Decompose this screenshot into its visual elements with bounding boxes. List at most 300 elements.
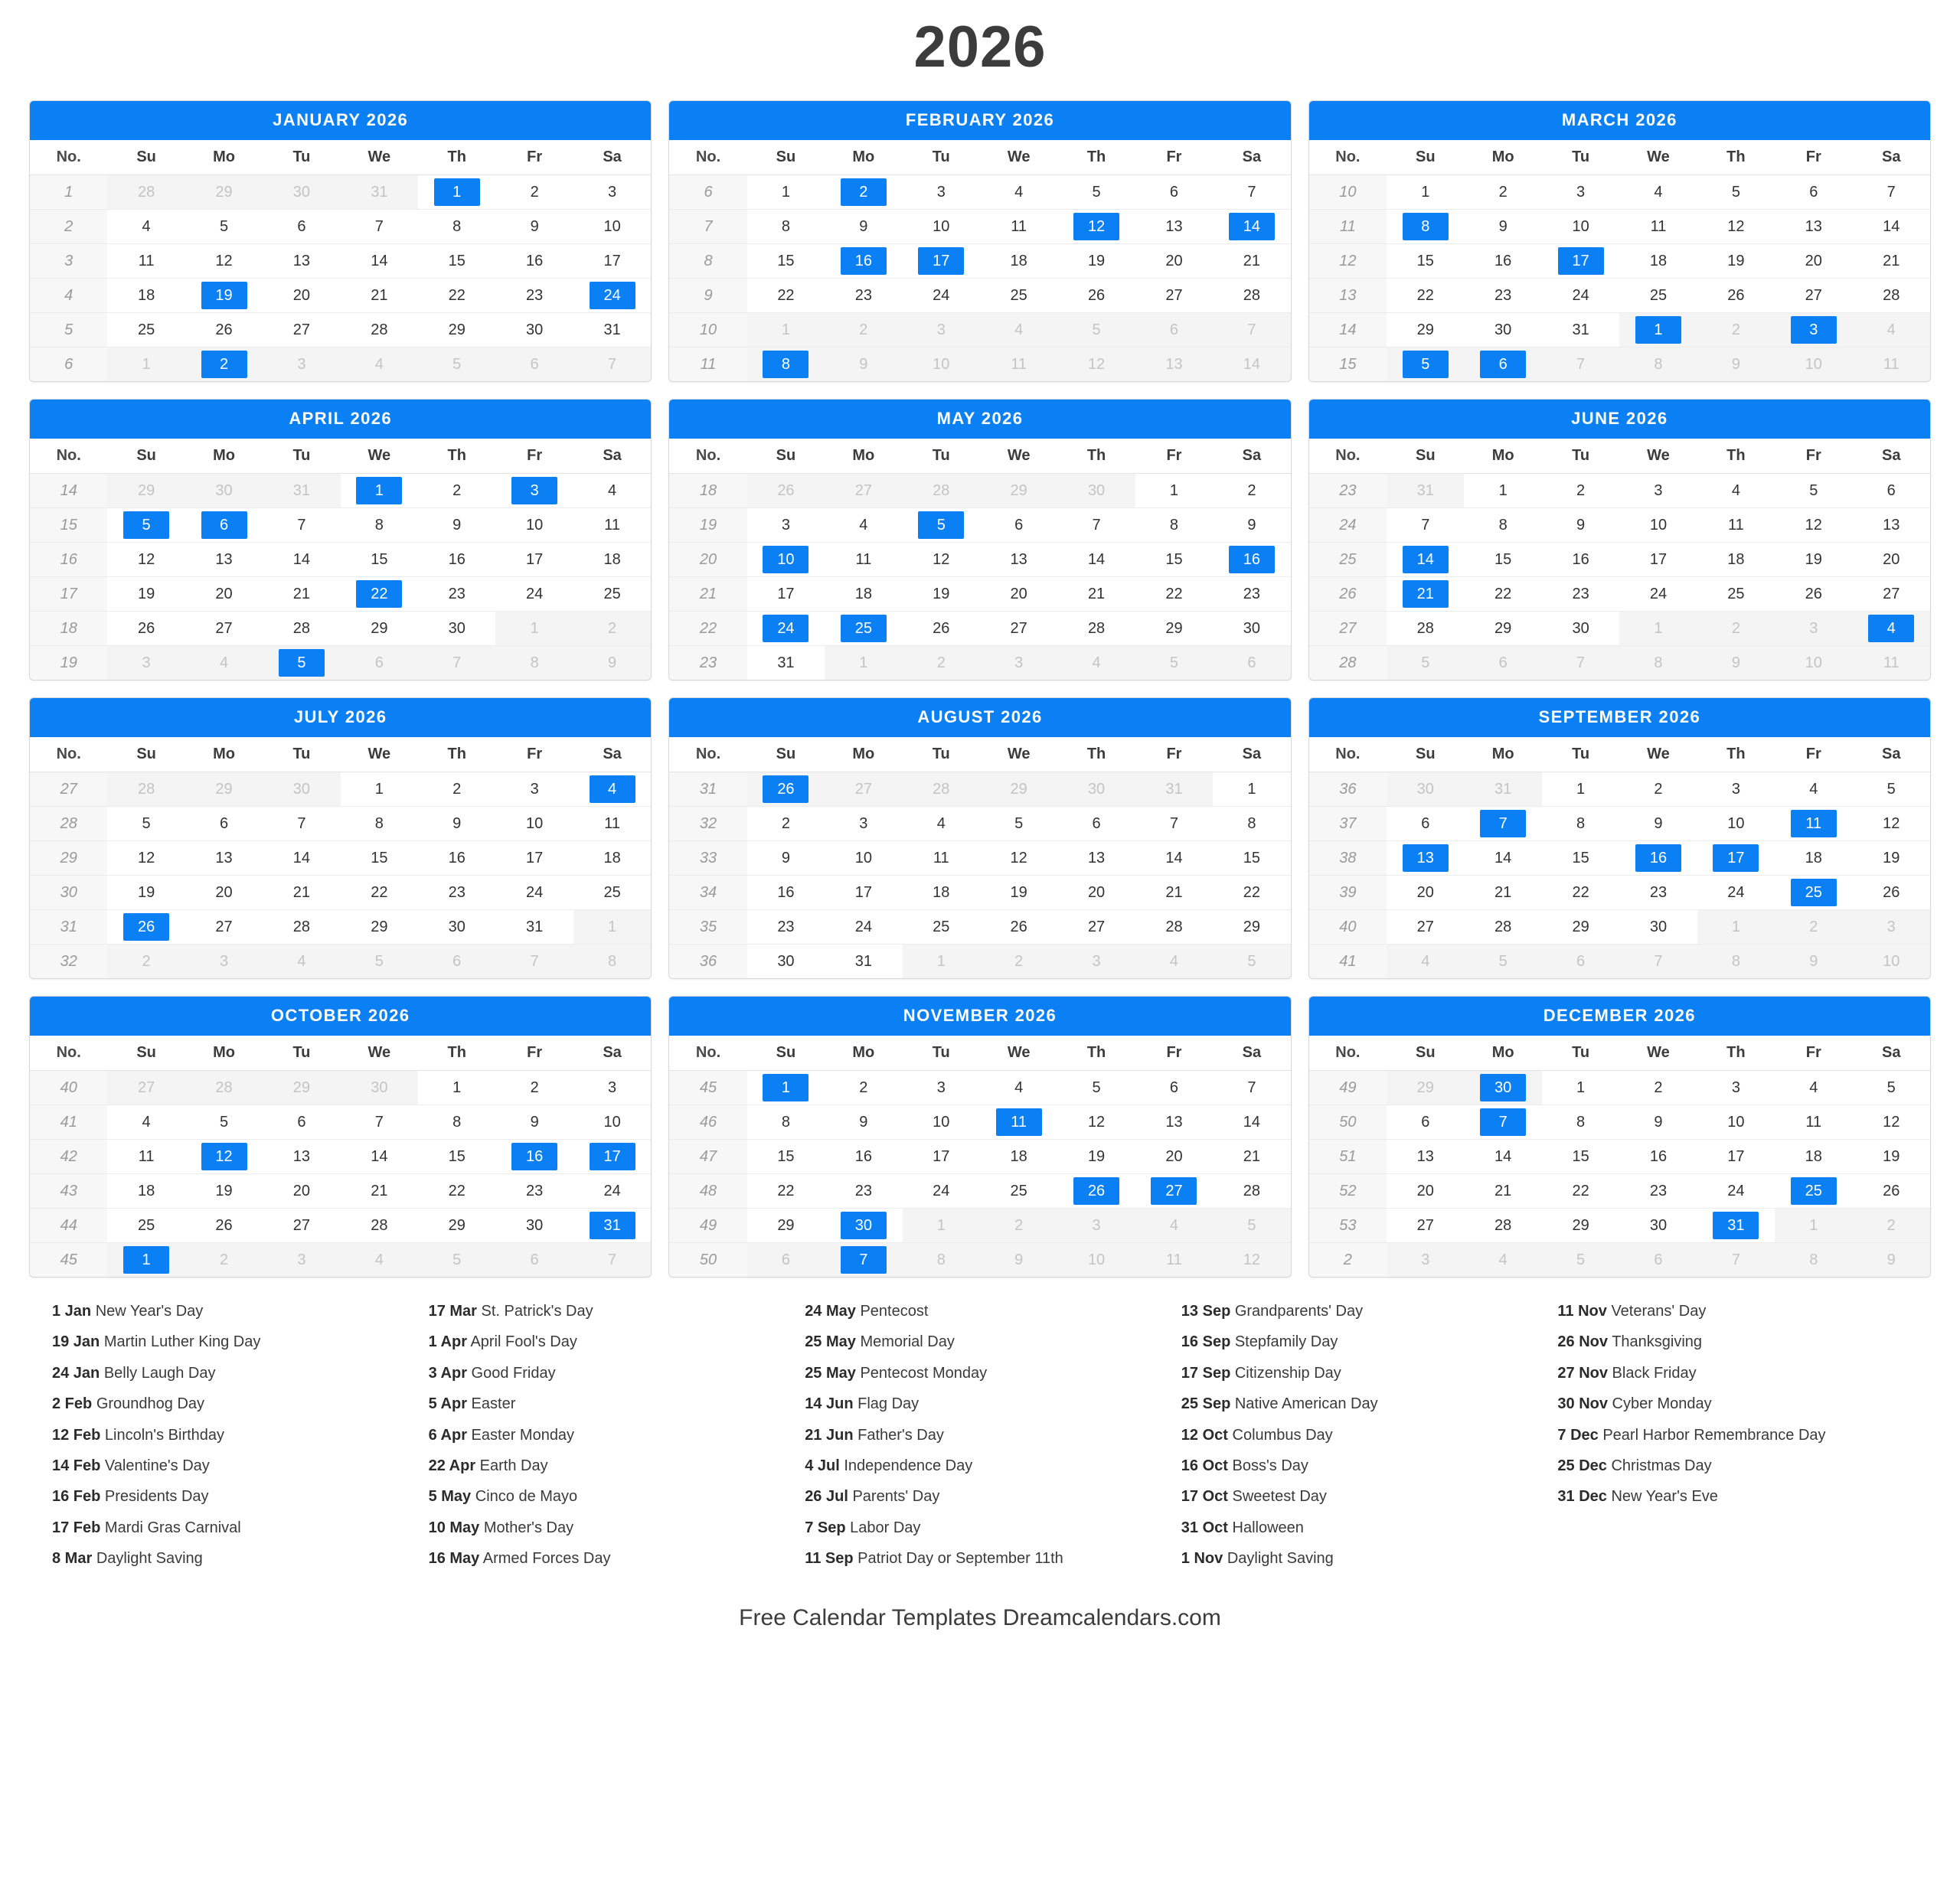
day-cell[interactable] (1542, 841, 1619, 876)
day-cell[interactable] (1464, 1174, 1541, 1209)
day-cell[interactable] (903, 876, 980, 910)
day-cell[interactable] (107, 1140, 185, 1174)
day-cell[interactable] (1542, 1243, 1619, 1278)
day-cell[interactable] (1619, 910, 1697, 945)
day-cell[interactable] (495, 210, 573, 244)
day-cell[interactable] (1213, 841, 1290, 876)
day-cell[interactable] (1464, 876, 1541, 910)
day-cell[interactable] (495, 612, 573, 646)
day-cell[interactable] (1135, 1243, 1213, 1278)
day-cell[interactable] (107, 772, 185, 807)
day-cell[interactable] (1135, 210, 1213, 244)
day-cell-highlighted[interactable] (107, 508, 185, 543)
day-cell[interactable] (1697, 474, 1775, 508)
day-cell[interactable] (1697, 279, 1775, 313)
day-cell[interactable] (903, 210, 980, 244)
day-cell[interactable] (418, 646, 495, 680)
day-cell[interactable] (1213, 1140, 1290, 1174)
day-cell[interactable] (903, 474, 980, 508)
day-cell[interactable] (1619, 244, 1697, 279)
day-cell[interactable] (825, 1140, 902, 1174)
day-cell[interactable] (418, 1105, 495, 1140)
day-cell[interactable] (747, 313, 825, 348)
day-cell[interactable] (1697, 348, 1775, 382)
day-cell[interactable] (341, 543, 418, 577)
day-cell[interactable] (418, 841, 495, 876)
day-cell[interactable] (1387, 807, 1464, 841)
day-cell[interactable] (495, 279, 573, 313)
day-cell[interactable] (980, 348, 1057, 382)
day-cell[interactable] (903, 807, 980, 841)
day-cell[interactable] (1057, 543, 1135, 577)
day-cell[interactable] (747, 1140, 825, 1174)
day-cell-highlighted[interactable] (1464, 1071, 1541, 1105)
day-cell[interactable] (495, 1071, 573, 1105)
day-cell[interactable] (980, 1174, 1057, 1209)
day-cell[interactable] (1775, 1105, 1852, 1140)
day-cell[interactable] (1387, 945, 1464, 979)
day-cell[interactable] (980, 577, 1057, 612)
day-cell[interactable] (1619, 772, 1697, 807)
day-cell[interactable] (341, 1140, 418, 1174)
day-cell[interactable] (418, 612, 495, 646)
day-cell[interactable] (341, 876, 418, 910)
day-cell[interactable] (1775, 543, 1852, 577)
day-cell[interactable] (1853, 1140, 1930, 1174)
day-cell[interactable] (1775, 1209, 1852, 1243)
day-cell[interactable] (341, 841, 418, 876)
day-cell[interactable] (747, 1209, 825, 1243)
day-cell-highlighted[interactable] (1464, 1105, 1541, 1140)
day-cell[interactable] (185, 772, 263, 807)
day-cell[interactable] (747, 876, 825, 910)
day-cell[interactable] (1057, 348, 1135, 382)
day-cell[interactable] (263, 543, 340, 577)
day-cell[interactable] (1542, 1071, 1619, 1105)
day-cell[interactable] (185, 1209, 263, 1243)
day-cell[interactable] (825, 313, 902, 348)
day-cell[interactable] (747, 1174, 825, 1209)
day-cell[interactable] (1542, 945, 1619, 979)
day-cell[interactable] (1213, 910, 1290, 945)
day-cell[interactable] (1213, 772, 1290, 807)
day-cell-highlighted[interactable] (1775, 807, 1852, 841)
day-cell[interactable] (1697, 1174, 1775, 1209)
day-cell[interactable] (1542, 348, 1619, 382)
day-cell[interactable] (1057, 1105, 1135, 1140)
day-cell[interactable] (418, 1243, 495, 1278)
day-cell[interactable] (418, 876, 495, 910)
day-cell[interactable] (573, 348, 651, 382)
day-cell[interactable] (980, 807, 1057, 841)
day-cell[interactable] (573, 474, 651, 508)
day-cell[interactable] (903, 543, 980, 577)
day-cell[interactable] (1697, 945, 1775, 979)
day-cell[interactable] (1697, 612, 1775, 646)
day-cell[interactable] (903, 1243, 980, 1278)
day-cell[interactable] (495, 1174, 573, 1209)
day-cell[interactable] (263, 1243, 340, 1278)
day-cell[interactable] (263, 1105, 340, 1140)
day-cell[interactable] (1464, 508, 1541, 543)
day-cell[interactable] (1853, 508, 1930, 543)
day-cell[interactable] (1697, 910, 1775, 945)
day-cell[interactable] (263, 244, 340, 279)
day-cell[interactable] (418, 945, 495, 979)
day-cell[interactable] (495, 910, 573, 945)
day-cell[interactable] (747, 945, 825, 979)
day-cell[interactable] (980, 910, 1057, 945)
day-cell[interactable] (1542, 646, 1619, 680)
day-cell[interactable] (825, 474, 902, 508)
day-cell[interactable] (1853, 474, 1930, 508)
day-cell[interactable] (1387, 646, 1464, 680)
day-cell[interactable] (1697, 646, 1775, 680)
day-cell[interactable] (1464, 646, 1541, 680)
day-cell[interactable] (903, 841, 980, 876)
day-cell-highlighted[interactable] (341, 577, 418, 612)
day-cell[interactable] (263, 612, 340, 646)
day-cell[interactable] (1057, 279, 1135, 313)
day-cell[interactable] (1853, 910, 1930, 945)
day-cell[interactable] (107, 646, 185, 680)
day-cell[interactable] (185, 807, 263, 841)
day-cell[interactable] (1057, 244, 1135, 279)
day-cell[interactable] (980, 279, 1057, 313)
day-cell[interactable] (1135, 313, 1213, 348)
day-cell[interactable] (1775, 244, 1852, 279)
day-cell[interactable] (418, 1140, 495, 1174)
day-cell[interactable] (747, 175, 825, 210)
day-cell[interactable] (980, 313, 1057, 348)
day-cell[interactable] (1387, 1243, 1464, 1278)
day-cell[interactable] (263, 279, 340, 313)
day-cell[interactable] (573, 1071, 651, 1105)
day-cell[interactable] (263, 807, 340, 841)
day-cell[interactable] (263, 1174, 340, 1209)
day-cell[interactable] (980, 244, 1057, 279)
day-cell[interactable] (185, 543, 263, 577)
day-cell[interactable] (1213, 244, 1290, 279)
day-cell[interactable] (185, 210, 263, 244)
day-cell-highlighted[interactable] (1619, 313, 1697, 348)
day-cell[interactable] (263, 910, 340, 945)
day-cell[interactable] (1775, 1243, 1852, 1278)
day-cell[interactable] (1464, 841, 1541, 876)
day-cell[interactable] (1853, 1243, 1930, 1278)
day-cell[interactable] (185, 1071, 263, 1105)
day-cell[interactable] (107, 175, 185, 210)
day-cell[interactable] (1619, 945, 1697, 979)
day-cell[interactable] (1853, 945, 1930, 979)
day-cell[interactable] (1135, 543, 1213, 577)
day-cell[interactable] (263, 474, 340, 508)
day-cell[interactable] (825, 910, 902, 945)
day-cell[interactable] (1542, 807, 1619, 841)
day-cell[interactable] (1213, 313, 1290, 348)
day-cell[interactable] (903, 1140, 980, 1174)
day-cell[interactable] (1213, 577, 1290, 612)
day-cell-highlighted[interactable] (573, 279, 651, 313)
day-cell[interactable] (1542, 508, 1619, 543)
day-cell[interactable] (1057, 1071, 1135, 1105)
day-cell-highlighted[interactable] (418, 175, 495, 210)
day-cell[interactable] (1057, 772, 1135, 807)
day-cell[interactable] (418, 1071, 495, 1105)
day-cell[interactable] (1853, 1105, 1930, 1140)
day-cell[interactable] (341, 1243, 418, 1278)
day-cell-highlighted[interactable] (747, 772, 825, 807)
day-cell-highlighted[interactable] (980, 1105, 1057, 1140)
day-cell[interactable] (341, 508, 418, 543)
day-cell-highlighted[interactable] (747, 543, 825, 577)
day-cell-highlighted[interactable] (185, 279, 263, 313)
day-cell[interactable] (341, 279, 418, 313)
day-cell[interactable] (1464, 612, 1541, 646)
day-cell[interactable] (1135, 910, 1213, 945)
day-cell[interactable] (825, 1105, 902, 1140)
day-cell[interactable] (341, 772, 418, 807)
day-cell-highlighted[interactable] (1387, 348, 1464, 382)
day-cell[interactable] (1213, 646, 1290, 680)
day-cell[interactable] (495, 1209, 573, 1243)
day-cell[interactable] (903, 1105, 980, 1140)
day-cell-highlighted[interactable] (495, 1140, 573, 1174)
day-cell[interactable] (573, 175, 651, 210)
day-cell[interactable] (418, 1174, 495, 1209)
day-cell[interactable] (1853, 577, 1930, 612)
day-cell[interactable] (747, 508, 825, 543)
day-cell[interactable] (1542, 910, 1619, 945)
day-cell[interactable] (1135, 348, 1213, 382)
day-cell[interactable] (825, 279, 902, 313)
day-cell[interactable] (1135, 876, 1213, 910)
day-cell-highlighted[interactable] (185, 508, 263, 543)
day-cell[interactable] (418, 348, 495, 382)
day-cell[interactable] (495, 876, 573, 910)
day-cell[interactable] (107, 210, 185, 244)
day-cell[interactable] (1853, 876, 1930, 910)
day-cell[interactable] (1464, 772, 1541, 807)
day-cell[interactable] (1387, 1209, 1464, 1243)
day-cell[interactable] (573, 543, 651, 577)
day-cell[interactable] (1697, 175, 1775, 210)
day-cell[interactable] (1387, 508, 1464, 543)
day-cell[interactable] (825, 772, 902, 807)
day-cell[interactable] (1135, 175, 1213, 210)
day-cell-highlighted[interactable] (903, 244, 980, 279)
day-cell[interactable] (341, 210, 418, 244)
day-cell[interactable] (573, 876, 651, 910)
day-cell[interactable] (1464, 1140, 1541, 1174)
day-cell[interactable] (1387, 279, 1464, 313)
day-cell[interactable] (1853, 807, 1930, 841)
day-cell[interactable] (418, 1209, 495, 1243)
day-cell[interactable] (1387, 876, 1464, 910)
day-cell[interactable] (825, 210, 902, 244)
day-cell[interactable] (903, 772, 980, 807)
day-cell[interactable] (1057, 577, 1135, 612)
day-cell-highlighted[interactable] (1213, 543, 1290, 577)
day-cell[interactable] (1387, 474, 1464, 508)
day-cell[interactable] (1619, 1071, 1697, 1105)
day-cell-highlighted[interactable] (263, 646, 340, 680)
day-cell[interactable] (1135, 1071, 1213, 1105)
day-cell[interactable] (1697, 210, 1775, 244)
day-cell[interactable] (573, 210, 651, 244)
day-cell-highlighted[interactable] (825, 1209, 902, 1243)
day-cell[interactable] (185, 1105, 263, 1140)
day-cell[interactable] (1697, 772, 1775, 807)
day-cell[interactable] (341, 612, 418, 646)
day-cell[interactable] (1464, 244, 1541, 279)
day-cell[interactable] (1775, 646, 1852, 680)
day-cell-highlighted[interactable] (1775, 313, 1852, 348)
day-cell[interactable] (1213, 876, 1290, 910)
day-cell[interactable] (747, 279, 825, 313)
day-cell[interactable] (1464, 313, 1541, 348)
day-cell[interactable] (341, 646, 418, 680)
day-cell[interactable] (1775, 348, 1852, 382)
day-cell[interactable] (263, 1209, 340, 1243)
day-cell[interactable] (1697, 876, 1775, 910)
day-cell[interactable] (1775, 210, 1852, 244)
day-cell[interactable] (418, 543, 495, 577)
day-cell[interactable] (1853, 348, 1930, 382)
day-cell[interactable] (418, 244, 495, 279)
day-cell[interactable] (747, 807, 825, 841)
day-cell[interactable] (107, 841, 185, 876)
day-cell[interactable] (1213, 1174, 1290, 1209)
day-cell[interactable] (495, 508, 573, 543)
day-cell[interactable] (1135, 945, 1213, 979)
day-cell[interactable] (747, 1105, 825, 1140)
day-cell[interactable] (1057, 841, 1135, 876)
day-cell[interactable] (573, 1243, 651, 1278)
day-cell[interactable] (1619, 1209, 1697, 1243)
day-cell[interactable] (263, 772, 340, 807)
day-cell[interactable] (1387, 910, 1464, 945)
day-cell[interactable] (1135, 577, 1213, 612)
day-cell[interactable] (1387, 1174, 1464, 1209)
day-cell[interactable] (573, 646, 651, 680)
day-cell[interactable] (185, 474, 263, 508)
day-cell[interactable] (1697, 508, 1775, 543)
day-cell[interactable] (1619, 807, 1697, 841)
day-cell[interactable] (341, 1209, 418, 1243)
day-cell[interactable] (185, 646, 263, 680)
day-cell[interactable] (1135, 1209, 1213, 1243)
day-cell[interactable] (825, 543, 902, 577)
day-cell[interactable] (1464, 1243, 1541, 1278)
day-cell[interactable] (495, 577, 573, 612)
day-cell[interactable] (1135, 279, 1213, 313)
day-cell[interactable] (825, 1174, 902, 1209)
day-cell[interactable] (573, 244, 651, 279)
day-cell[interactable] (1542, 577, 1619, 612)
day-cell[interactable] (1542, 175, 1619, 210)
day-cell[interactable] (980, 646, 1057, 680)
day-cell[interactable] (980, 876, 1057, 910)
day-cell[interactable] (1542, 876, 1619, 910)
day-cell[interactable] (980, 945, 1057, 979)
day-cell[interactable] (1619, 1174, 1697, 1209)
day-cell[interactable] (903, 348, 980, 382)
day-cell[interactable] (185, 244, 263, 279)
day-cell[interactable] (825, 348, 902, 382)
day-cell[interactable] (903, 1209, 980, 1243)
day-cell[interactable] (1135, 841, 1213, 876)
day-cell[interactable] (1135, 1140, 1213, 1174)
day-cell[interactable] (903, 175, 980, 210)
day-cell[interactable] (573, 841, 651, 876)
day-cell[interactable] (903, 646, 980, 680)
day-cell[interactable] (263, 876, 340, 910)
day-cell[interactable] (980, 1209, 1057, 1243)
day-cell[interactable] (1135, 646, 1213, 680)
day-cell[interactable] (825, 807, 902, 841)
day-cell[interactable] (1697, 1071, 1775, 1105)
day-cell[interactable] (1135, 807, 1213, 841)
day-cell-highlighted[interactable] (1775, 876, 1852, 910)
day-cell[interactable] (1387, 1105, 1464, 1140)
day-cell[interactable] (1697, 313, 1775, 348)
day-cell[interactable] (1213, 348, 1290, 382)
day-cell[interactable] (747, 646, 825, 680)
day-cell[interactable] (107, 313, 185, 348)
day-cell[interactable] (418, 210, 495, 244)
day-cell[interactable] (495, 646, 573, 680)
day-cell[interactable] (1697, 577, 1775, 612)
day-cell[interactable] (1853, 1071, 1930, 1105)
day-cell[interactable] (1213, 612, 1290, 646)
day-cell-highlighted[interactable] (1697, 1209, 1775, 1243)
day-cell-highlighted[interactable] (825, 175, 902, 210)
day-cell-highlighted[interactable] (1057, 210, 1135, 244)
day-cell[interactable] (980, 612, 1057, 646)
day-cell-highlighted[interactable] (1853, 612, 1930, 646)
day-cell[interactable] (747, 577, 825, 612)
day-cell[interactable] (185, 313, 263, 348)
day-cell-highlighted[interactable] (1387, 577, 1464, 612)
day-cell[interactable] (825, 1071, 902, 1105)
day-cell[interactable] (418, 313, 495, 348)
day-cell[interactable] (1775, 612, 1852, 646)
day-cell[interactable] (1619, 279, 1697, 313)
day-cell[interactable] (495, 348, 573, 382)
day-cell[interactable] (185, 612, 263, 646)
day-cell[interactable] (1853, 543, 1930, 577)
day-cell[interactable] (1775, 175, 1852, 210)
day-cell[interactable] (185, 1174, 263, 1209)
day-cell[interactable] (1213, 279, 1290, 313)
day-cell[interactable] (1542, 1105, 1619, 1140)
day-cell[interactable] (341, 244, 418, 279)
day-cell[interactable] (1697, 244, 1775, 279)
day-cell[interactable] (1619, 1140, 1697, 1174)
day-cell[interactable] (1213, 1105, 1290, 1140)
day-cell[interactable] (903, 577, 980, 612)
day-cell[interactable] (418, 577, 495, 612)
day-cell[interactable] (1619, 876, 1697, 910)
day-cell-highlighted[interactable] (1213, 210, 1290, 244)
day-cell[interactable] (341, 1105, 418, 1140)
day-cell[interactable] (1387, 313, 1464, 348)
day-cell[interactable] (1135, 612, 1213, 646)
day-cell[interactable] (1775, 772, 1852, 807)
day-cell[interactable] (1213, 175, 1290, 210)
day-cell-highlighted[interactable] (747, 612, 825, 646)
